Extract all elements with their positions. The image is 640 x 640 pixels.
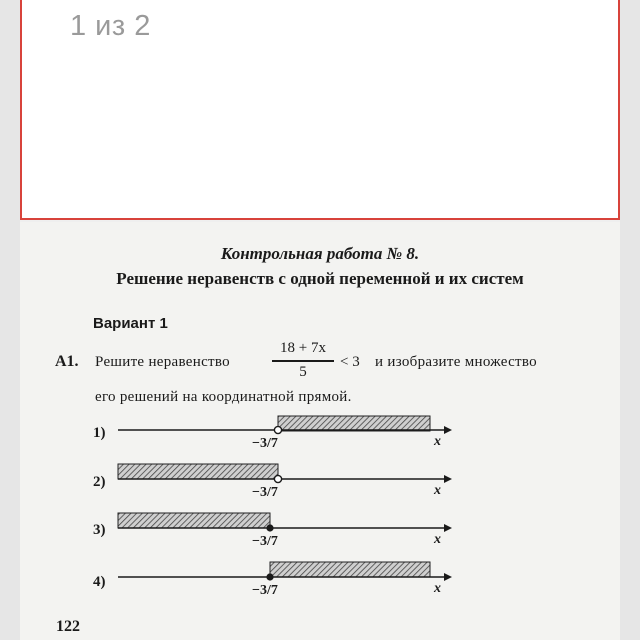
right-gutter [620, 0, 640, 640]
option-3-closed-point [266, 524, 273, 531]
page-counter: 1 из 2 [70, 10, 151, 42]
left-gutter [0, 0, 20, 640]
option-2-arrow [444, 475, 452, 483]
task-label: А1. [55, 353, 79, 370]
option-1-label: 1) [93, 425, 106, 441]
page-number: 122 [56, 618, 80, 635]
option-4-number-line [118, 562, 452, 581]
option-3-label: 3) [93, 522, 106, 538]
task-text-before: Решите неравенство [95, 354, 230, 370]
fraction-denominator: 5 [299, 363, 307, 380]
option-4-closed-point [266, 573, 273, 580]
option-4-shaded-region [270, 562, 430, 577]
option-3-axis-label: x [434, 532, 441, 547]
option-1-shaded-region [278, 416, 430, 431]
task-text-line2: его решений на координатной прямой. [95, 389, 352, 405]
option-1-axis-label: x [434, 434, 441, 449]
option-1-point-label: −3/7 [252, 436, 278, 451]
task-text-after: и изобразите множество [375, 354, 537, 370]
option-3-shaded-region [118, 513, 270, 528]
variant-heading: Вариант 1 [93, 315, 168, 332]
page-title: Контрольная работа № 8. [220, 244, 420, 263]
task-relation: < 3 [340, 354, 360, 370]
option-3-arrow [444, 524, 452, 532]
document-page [20, 222, 620, 640]
option-2-shaded-region [118, 464, 278, 479]
option-4-label: 4) [93, 574, 106, 590]
option-2-open-point [274, 475, 281, 482]
option-4-point-label: −3/7 [252, 583, 278, 598]
option-1-arrow [444, 426, 452, 434]
option-4-axis-label: x [434, 581, 441, 596]
option-1-number-line [118, 416, 452, 434]
option-2-label: 2) [93, 474, 106, 490]
fraction-numerator: 18 + 7x [280, 340, 326, 356]
option-2-axis-label: x [434, 483, 441, 498]
page-subtitle: Решение неравенств с одной переменной и их систем [116, 269, 524, 288]
option-1-open-point [274, 426, 281, 433]
option-4-arrow [444, 573, 452, 581]
option-3-point-label: −3/7 [252, 534, 278, 549]
option-2-point-label: −3/7 [252, 485, 278, 500]
option-2-number-line [118, 464, 452, 483]
option-3-number-line [118, 513, 452, 532]
number-lines [20, 222, 620, 640]
